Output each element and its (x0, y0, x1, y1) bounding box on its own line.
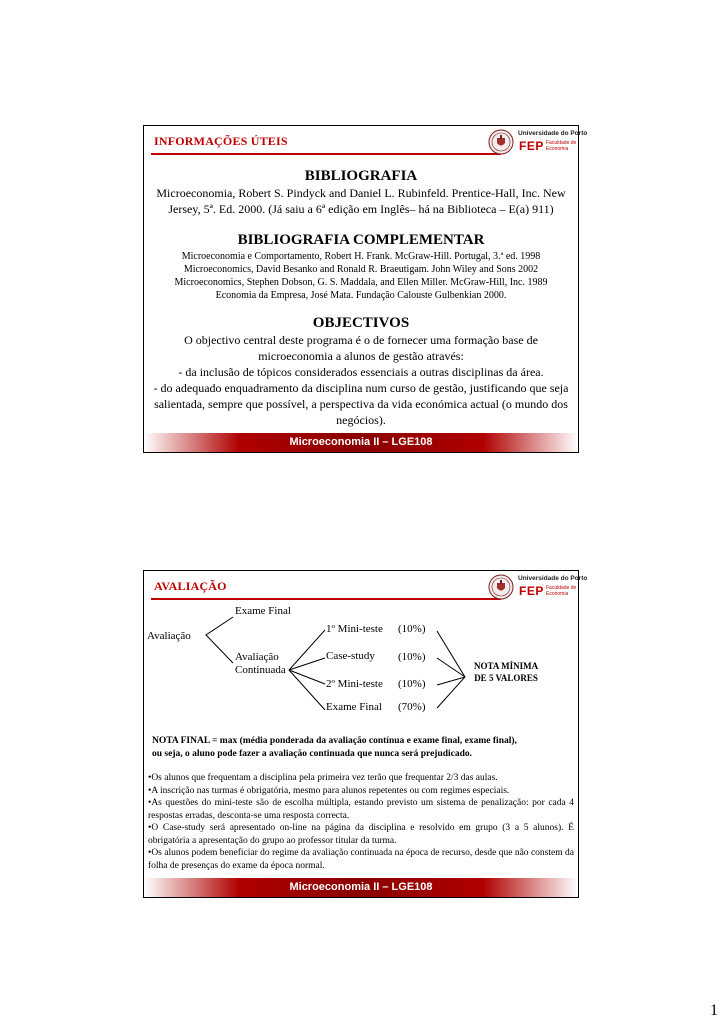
slide-avaliacao (143, 570, 588, 898)
page-number: 1 (710, 1002, 718, 1019)
objectivos-line: microeconomia a alunos de gestão através: (258, 349, 464, 363)
university-name: Universidade do Porto (518, 575, 588, 582)
slide-header: INFORMAÇÕES ÚTEIS (154, 134, 288, 148)
bibliography-item: Microeconomia e Comportamento, Robert H. Frank. McGraw-Hill. Portugal, 3.ª ed. 1998 (181, 251, 541, 262)
nota-minima-label (474, 660, 538, 684)
bibliografia-line: Microeconomia, Robert S. Pindyck and Daniel L. Rubinfeld. Prentice-Hall, Inc. New (156, 186, 566, 200)
bibliografia-line: Jersey, 5ª. Ed. 2000. (Já saiu a 6ª edição em Inglês– há na Biblioteca – E(a) 911) (168, 202, 554, 216)
university-logo (488, 129, 588, 155)
bibliografia-complementar-list (148, 250, 574, 302)
faculty-line1: Faculdade de (546, 585, 577, 591)
faculty-line1: Faculdade de (546, 140, 577, 146)
rule-item: •O Case-study será apresentado on-line na página da disciplina e resolvido em grupo (3 a 5 alunos). É obrigatória a apresentação do grupo ao professor titular da turma. (148, 823, 574, 846)
bibliography-item: Microeconomics, Stephen Dobson, G. S. Maddala, and Ellen Miller. McGraw-Hill, Inc. 1989 (174, 277, 548, 288)
fep-label: FEP (519, 584, 544, 598)
diagram-continuada-label (235, 651, 286, 677)
component-name: Exame Final (326, 701, 382, 713)
nota-final-line2: ou seja, o aluno pode fazer a avaliação continuada que nunca será prejudicado. (152, 749, 473, 759)
university-emblem-icon (488, 129, 514, 155)
bibliografia-title: BIBLIOGRAFIA (304, 168, 418, 184)
university-name: Universidade do Porto (518, 130, 588, 137)
slide-informacoes-uteis (143, 125, 588, 453)
objectivos-line: salientada, sempre que possível, a perspectiva da vida económica actual (o mundo dos (154, 397, 568, 411)
nota-minima-line2: DE 5 VALORES (474, 673, 538, 683)
bibliography-item: Economia da Empresa, José Mata. Fundação Calouste Gulbenkian 2000. (215, 290, 507, 301)
objectivos-line: O objectivo central deste programa é o de fornecer uma formação base de (184, 333, 538, 347)
root-branch-line (206, 617, 233, 663)
component-weight: (10%) (398, 623, 426, 635)
slide-header: AVALIAÇÃO (154, 579, 227, 593)
component-weight: (70%) (398, 701, 426, 713)
faculty-line2: Economia (546, 146, 569, 152)
nota-final-line1: NOTA FINAL = max (média ponderada da avaliação contínua e exame final, exame final), (152, 736, 517, 746)
evaluation-rules-list (148, 772, 574, 872)
rule-item: •Os alunos que frequentam a disciplina pela primeira vez terão que frequentar 2/3 das aulas. (148, 773, 498, 783)
component-name: 2º Mini-teste (326, 678, 383, 690)
objectivos-line: - do adequado enquadramento da disciplina num curso de gestão, justificando que seja (153, 381, 569, 395)
bibliography-item: Microeconomics, David Besanko and Ronald R. Braeutigam. John Wiley and Sons 2002 (183, 264, 539, 275)
rule-item: •A inscrição nas turmas é obrigatória, mesmo para alunos repetentes ou com regimes especiais. (148, 785, 510, 796)
continuada-branch-upper (289, 630, 325, 710)
nota-final-text (152, 735, 572, 761)
objectivos-text (150, 332, 572, 428)
diagram-root-label: Avaliação (147, 630, 191, 642)
nota-minima-line1: NOTA MÍNIMA (474, 661, 539, 671)
rule-item: •As questões do mini-teste são de escolha múltipla, estando previsto um sistema de penalização: por cada 4 respostas erradas, desconta-se uma resposta correcta. (148, 798, 574, 821)
nota-minima-branch-mid1 (437, 658, 465, 677)
nota-minima-branch (437, 631, 465, 708)
component-weight: (10%) (398, 678, 426, 690)
component-weight: (10%) (398, 651, 426, 663)
continuada-branch-minitest2 (289, 670, 325, 684)
objectivos-line: negócios). (336, 413, 386, 427)
slide-footer: Microeconomia II – LGE108 (144, 878, 578, 897)
objectivos-line: - da inclusão de tópicos considerados essenciais a outras disciplinas da área. (178, 365, 544, 379)
bibliografia-text (152, 185, 570, 217)
component-name: Case-study (326, 650, 375, 662)
component-name: 1º Mini-teste (326, 623, 383, 635)
bibliografia-complementar-title: BIBLIOGRAFIA COMPLEMENTAR (237, 232, 485, 248)
rule-item: •Os alunos podem beneficiar do regime da avaliação continuada na época de recurso, desde que não constem da folha de presenças do exame da época normal. (148, 848, 574, 871)
faculty-line2: Economia (546, 591, 569, 597)
objectivos-title: OBJECTIVOS (312, 315, 410, 331)
slide-footer: Microeconomia II – LGE108 (144, 433, 578, 452)
fep-label: FEP (519, 139, 544, 153)
continuada-line1: Avaliação (235, 651, 279, 663)
continuada-line2: Continuada (235, 664, 286, 676)
faculty-label (546, 140, 576, 152)
header-divider (151, 153, 501, 155)
diagram-exame-final-label: Exame Final (235, 605, 291, 617)
